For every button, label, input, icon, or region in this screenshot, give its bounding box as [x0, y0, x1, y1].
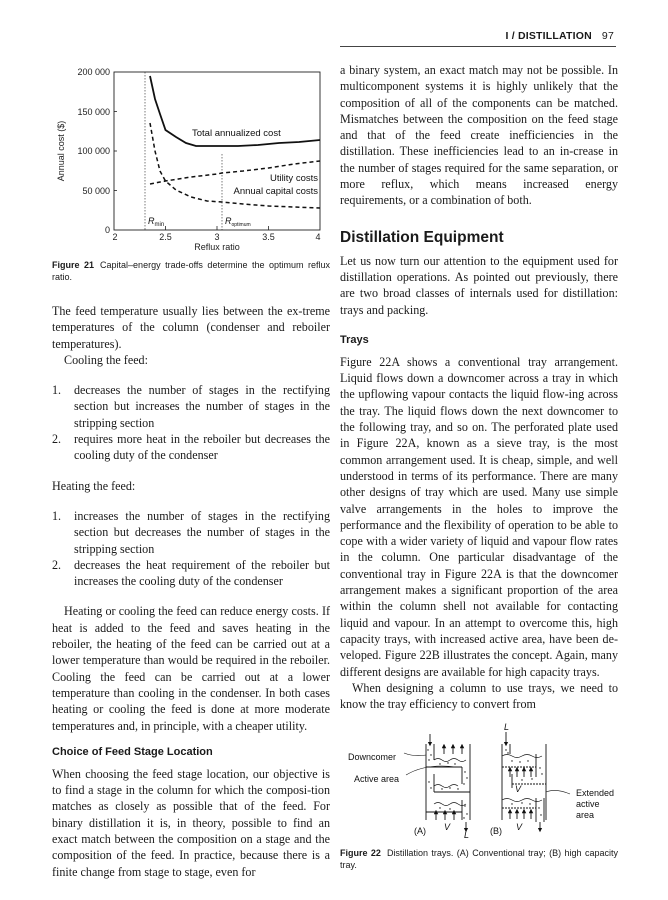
page-number: 97	[601, 30, 614, 42]
capital-cost-label: Annual capital costs	[233, 186, 318, 197]
left-column	[52, 58, 330, 880]
vapour-label-b: V	[516, 822, 523, 833]
xtick-2.5: 2.5	[159, 232, 172, 242]
equipment-paragraph: Let us now turn our attention to the equipment used for distillation operations. As pointed out previously, there are two broad classes of internals used for distillation: trays and packing.	[340, 253, 618, 317]
cost-vs-reflux-chart	[52, 58, 330, 250]
feed-stage-location-heading: Choice of Feed Stage Location	[52, 745, 213, 758]
liquid-label-a: L	[464, 830, 470, 841]
figure-21-caption-text: Capital–energy trade-offs determine the optimum reflux ratio.	[52, 260, 331, 282]
header-rule	[340, 46, 616, 47]
figure-22-caption-text: Distillation trays. (A) Conventional tray; (B) high capacity tray.	[340, 848, 618, 870]
ytick-50000: 50 000	[82, 186, 110, 196]
heating-list	[52, 508, 330, 589]
high-capacity-tray-diagram	[502, 732, 570, 833]
utility-cost-label: Utility costs	[269, 173, 318, 184]
heating-item-2: 2. decreases the heat requirement of the reboiler but increases the cooling duty of the condenser	[52, 557, 330, 589]
total-cost-label: Total annualized cost	[192, 128, 281, 139]
roptimum-label: $R_{optimum}$	[225, 216, 251, 228]
feed-stage-paragraph: When choosing the feed stage location, our objective is to find a stage in the column for which the composi-tion matches as closely as possible that of the feed. For binary distillation it is, in theory, possible to find an exact match between the composition on a stage and the composition of the feed. In practice, because there is a finite change from stage to stage, even for	[52, 766, 330, 879]
trays-paragraph: Figure 22A shows a conventional tray arrangement. Liquid flows down a downcomer across a tray in which the upflowing vapour contacts the liquid flow-ing across the tray. The liquid flows down the next downcomer to the following tray, and so on. The perforated plate used in Figure 22A, known as a sieve tray, is the most common arrangement used. It is cheap, simple, and well understood in terms of its performance. There are many other designs of tray which are used. Many use simple valve arrangements in the holes to improve the performance and the flexibility of operation to be able to cope with a wider variety of liquid and vapour flow rates in the column. One particular disadvantage of the conventional tray in Figure 22A is that the downcomer arrangement makes a significant proportion of the area within the column shell not available for contacting liquid and vapour. In an attempt to overcome this, high capacity trays, with increased active area, have been de-veloped. Figure 22B illustrates the concept. Again, many different designs are available for high capacity trays.	[340, 354, 618, 679]
tray-efficiency-paragraph: When designing a column to use trays, we need to know the tray efficiency to convert from	[340, 680, 618, 712]
x-axis-label: Reflux ratio	[194, 242, 240, 250]
feed-temperature-paragraph: The feed temperature usually lies between the ex-treme temperatures of the column (condenser and reboiler temperatures).	[52, 304, 330, 351]
figure-22	[340, 722, 618, 842]
downcomer-label: Downcomer	[348, 752, 397, 763]
trays-heading: Trays	[340, 333, 369, 346]
extended-label-1: Extended	[576, 788, 615, 799]
cooling-list	[52, 382, 330, 463]
xtick-3: 3	[214, 232, 220, 242]
tray-b-label: (B)	[490, 826, 502, 837]
running-header	[340, 30, 614, 44]
ytick-200000: 200 000	[77, 67, 110, 77]
figure-22-label: Figure 22	[340, 848, 381, 859]
rmin-label: $R_{min}$	[148, 216, 165, 228]
y-axis-label: Annual cost ($)	[56, 120, 66, 182]
energy-costs-paragraph: Heating or cooling the feed can reduce energy costs. If heat is added to the feed and saves heating in the reboiler, the heating of the feed can be carried out at a lower temperature than would be required in the reboiler. Cooling the feed can be carried out at a lower temperature than cooling in the condenser. In both cases heating or cooling the feed is done at more moderate temperatures and, in principle, with a cheaper utility.	[52, 604, 330, 733]
ytick-0: 0	[104, 225, 110, 235]
xtick-3.5: 3.5	[262, 232, 275, 242]
ytick-100000: 100 000	[77, 146, 110, 156]
distillation-equipment-heading: Distillation Equipment	[340, 228, 504, 246]
vapour-label-a: V	[444, 822, 451, 833]
running-title: I / DISTILLATION	[505, 30, 592, 42]
xtick-2: 2	[112, 232, 118, 242]
conventional-tray-diagram	[404, 734, 470, 833]
figure-21-label: Figure 21	[52, 260, 95, 270]
heating-item-1: 1. increases the number of stages in the rectifying section but decreases the number of stages in the stripping section	[52, 508, 330, 556]
cooling-item-1: 1. decreases the number of stages in the rectifying section but increases the number of stages in the stripping section	[52, 383, 330, 430]
liquid-label-b: L	[504, 722, 510, 733]
vapour-label-b-mid: V	[515, 784, 522, 795]
extended-label-3: area	[576, 810, 595, 821]
cooling-intro: Cooling the feed:	[64, 352, 148, 367]
tray-a-label: (A)	[414, 826, 426, 837]
xtick-4: 4	[315, 232, 321, 242]
active-area-label: Active area	[354, 774, 400, 785]
binary-system-paragraph: a binary system, an exact match may not be possible. In multicomponent systems it is highly unlikely that the composition of all of the components can be matched. Mismatches between the composition on the feed stage and that of the feed create inefficiencies in the distillation. These inefficiencies lead to an in-crease in the number of stages required for the same separation, or more reflux, which means increased energy requirements, or a combination of both.	[340, 63, 618, 208]
figure-21-caption	[52, 260, 330, 283]
right-column	[340, 62, 618, 871]
cooling-item-2: 2. requires more heat in the reboiler but decreases the cooling duty of the condenser	[52, 432, 330, 463]
figure-22-caption	[340, 848, 618, 871]
heating-intro: Heating the feed:	[52, 478, 136, 493]
ytick-150000: 150 000	[77, 107, 110, 117]
tray-diagram	[340, 722, 618, 842]
extended-label-2: active	[576, 799, 600, 810]
figure-21	[52, 58, 330, 250]
